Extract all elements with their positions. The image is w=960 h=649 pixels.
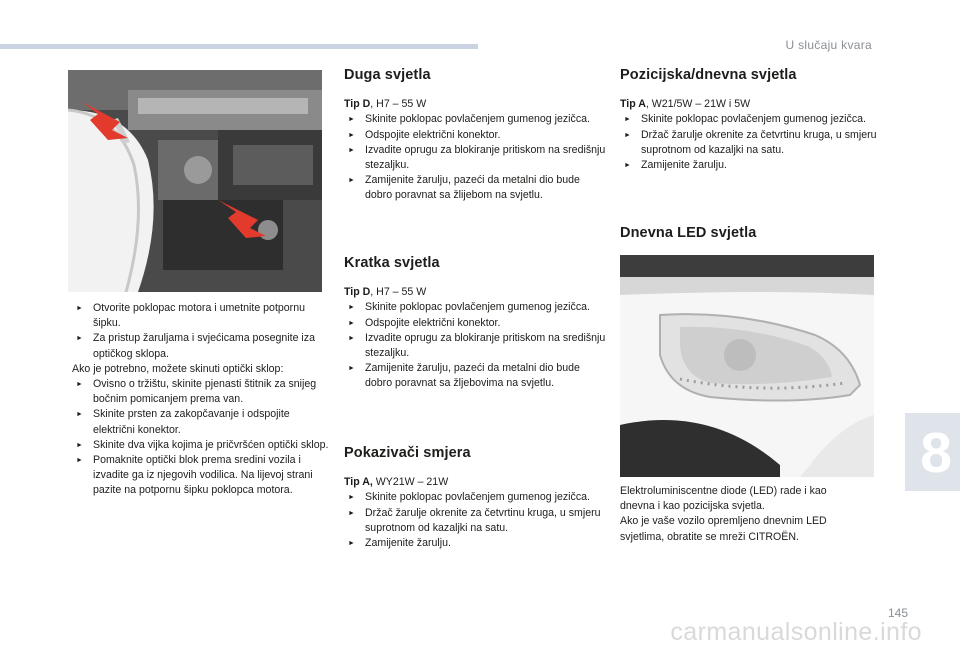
section-heading: Duga svjetla (344, 67, 431, 83)
list-item: ► Odspojite električni konektor. (344, 316, 606, 331)
section-heading: Pokazivači smjera (344, 445, 471, 461)
text-line: dnevna i kao pozicijska svjetla. (620, 500, 765, 513)
list-item: ► Izvadite oprugu za blokiranje pritiskom na središnju stezaljku. (344, 143, 606, 173)
list-item: ► Skinite poklopac povlačenjem gumenog jezičca. (344, 112, 606, 127)
bulb-type: Tip D, H7 – 55 W (344, 286, 427, 299)
list-item: ► Skinite poklopac povlačenjem gumenog jezičca. (344, 300, 606, 315)
list-item: ► Otvorite poklopac motora i umetnite potpornu šipku. (72, 301, 330, 331)
step-list (620, 112, 882, 173)
list-item: ► Zamijenite žarulju, pazeći da metalni dio bude dobro poravnat sa žlijebom na svjetlu. (344, 173, 606, 203)
bulb-type: Tip A, WY21W – 21W (344, 476, 449, 489)
text-line: svjetlima, obratite se mreži CITROËN. (620, 530, 799, 543)
list-item: ► Izvadite oprugu za blokiranje pritiskom na središnju stezaljku. (344, 331, 606, 361)
list-item: ► Odspojite električni konektor. (344, 128, 606, 143)
list-item: ► Pomaknite optički blok prema sredini vozila i izvadite ga iz njegovih vodilica. Na lijevoj strani pazite na potpornu šipku poklopca motora. (72, 453, 330, 499)
list-item: ► Držač žarulje okrenite za četvrtinu kruga, u smjeru suprotnom od kazaljki na satu. (620, 128, 882, 158)
led-heading-block (620, 226, 882, 241)
pokazivaci-section (344, 446, 606, 551)
bulb-type: Tip A, W21/5W – 21W i 5W (620, 98, 751, 111)
led-description (620, 484, 882, 545)
step-list (344, 490, 606, 551)
list-item: ► Zamijenite žarulju. (620, 158, 882, 173)
kratka-section (344, 256, 606, 392)
page-number: 145 (887, 606, 908, 620)
step-list (344, 300, 606, 391)
section-heading: Kratka svjetla (344, 255, 440, 271)
bulb-type: Tip D, H7 – 55 W (344, 98, 427, 111)
duga-section (344, 68, 606, 204)
list-item: ► Zamijenite žarulju, pazeći da metalni dio bude dobro poravnat sa žljebovima na svjetlu. (344, 361, 606, 391)
engine-bay-photo (68, 70, 322, 292)
intro-column (72, 301, 330, 499)
section-title: U slučaju kvara (785, 38, 872, 52)
header-rule (0, 44, 478, 49)
list-item: ► Za pristup žaruljama i svjećicama posegnite iza optičkog sklopa. (72, 331, 330, 361)
text-line: Elektroluminiscentne diode (LED) rade i kao (620, 485, 827, 497)
removal-intro: Ako je potrebno, možete skinuti optički sklop: (72, 362, 284, 375)
pozicijska-section (620, 68, 882, 173)
list-item: ► Zamijenite žarulju. (344, 536, 606, 551)
watermark: carmanualsonline.info (670, 618, 922, 646)
list-item: ► Skinite prsten za zakopčavanje i odspojite električni konektor. (72, 407, 330, 437)
removal-steps (72, 377, 330, 499)
led-headlamp-photo (620, 255, 874, 477)
list-item: ► Držač žarulje okrenite za četvrtinu kruga, u smjeru suprotnom od kazaljki na satu. (344, 506, 606, 536)
section-heading: Pozicijska/dnevna svjetla (620, 67, 797, 83)
chapter-number: 8 (920, 421, 952, 485)
open-hood-steps (72, 301, 330, 362)
section-heading: Dnevna LED svjetla (620, 225, 757, 241)
text-line: Ako je vaše vozilo opremljeno dnevnim LED (620, 515, 827, 528)
list-item: ► Skinite poklopac povlačenjem gumenog jezičca. (344, 490, 606, 505)
list-item: ► Ovisno o tržištu, skinite pjenasti štitnik za snijeg bočnim pomicanjem prema van. (72, 377, 330, 407)
list-item: ► Skinite poklopac povlačenjem gumenog jezičca. (620, 112, 882, 127)
step-list (344, 112, 606, 203)
list-item: ► Skinite dva vijka kojima je pričvršćen optički sklop. (72, 438, 330, 453)
